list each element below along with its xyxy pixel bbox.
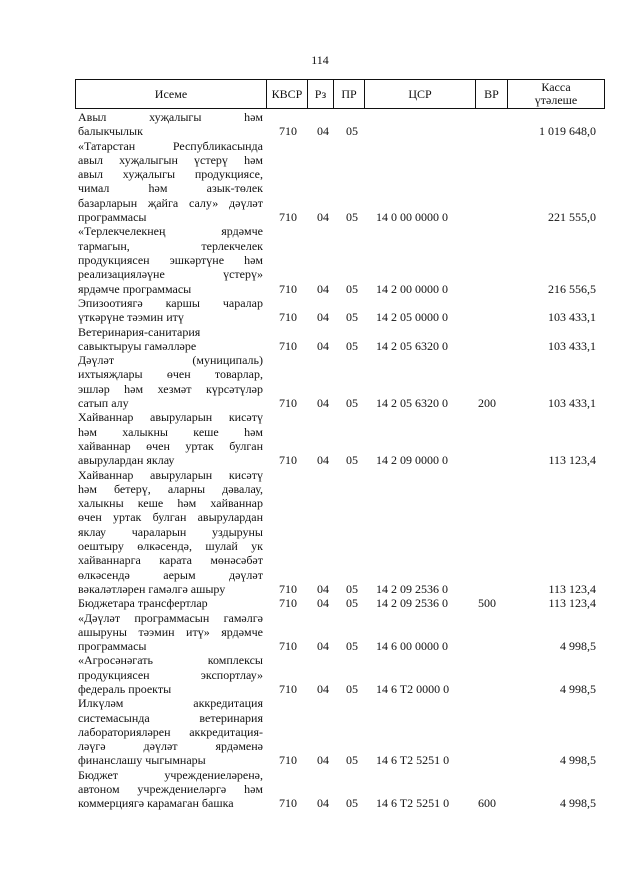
row-sum: 113 123,4 — [548, 581, 596, 596]
row-name — [78, 110, 263, 139]
row-name-line: Авыл хуҗалыгы һәм — [78, 110, 263, 124]
table-row — [0, 596, 640, 610]
row-sum: 113 123,4 — [548, 596, 596, 611]
row-csr: 14 2 09 2536 0 — [376, 581, 448, 596]
row-name-line: ләүгә дәүләт ярдәменә — [78, 739, 263, 754]
row-name-line: хайваннарга карата мөнәсәбәт — [78, 553, 263, 568]
row-sum: 1 019 648,0 — [539, 124, 596, 139]
row-rz: 04 — [317, 796, 329, 811]
row-name-line: системасында ветеринария — [78, 710, 263, 725]
row-name-line: «Терлекчелекнең ярдәмче — [78, 224, 263, 239]
row-csr: 14 2 05 6320 0 — [376, 395, 448, 410]
row-csr: 14 2 05 0000 0 — [376, 310, 448, 325]
row-name-line: чимал һәм азык-төлек — [78, 181, 263, 196]
row-kvsr: 710 — [279, 639, 297, 654]
row-name — [78, 611, 263, 654]
row-name-line: реализацияләүне үстерү» — [78, 267, 263, 282]
row-sum: 4 998,5 — [560, 796, 596, 811]
row-sum: 4 998,5 — [560, 681, 596, 696]
row-name-line: оештыру өлкәсендә, шулай ук — [78, 538, 263, 553]
header-kvsr: КВСР — [266, 80, 307, 108]
row-name-line: авыл хуҗалыгы продукциясе, — [78, 167, 263, 182]
row-pr: 05 — [346, 210, 358, 225]
row-sum: 103 433,1 — [548, 395, 596, 410]
row-pr: 05 — [346, 596, 358, 611]
row-name-line: продукциясен эшкәртүне һәм — [78, 252, 263, 267]
row-name-line: программасы — [78, 639, 147, 654]
table-row — [0, 325, 640, 354]
row-name — [78, 653, 263, 696]
row-sum: 103 433,1 — [548, 338, 596, 353]
row-pr: 05 — [346, 281, 358, 296]
row-name-line: хайваннар өчен уртак булган — [78, 438, 263, 453]
row-kvsr: 710 — [279, 581, 297, 596]
row-csr: 14 6 T2 5251 0 — [376, 796, 450, 811]
row-name-line: балыкчылык — [78, 124, 143, 139]
row-name-line: савыктыруы гамәлләре — [78, 338, 197, 353]
row-sum: 216 556,5 — [548, 281, 596, 296]
row-name-line: яклау чараларын уздыруны — [78, 524, 263, 539]
header-sum-line1: Касса — [541, 80, 571, 94]
row-csr: 14 2 09 2536 0 — [376, 596, 448, 611]
row-csr: 14 6 T2 5251 0 — [376, 753, 450, 768]
row-csr: 14 6 00 0000 0 — [376, 639, 448, 654]
header-pr: ПР — [333, 80, 364, 108]
row-vr: 200 — [478, 395, 496, 410]
row-rz: 04 — [317, 453, 329, 468]
row-name-line: ярдәмче программасы — [78, 281, 192, 296]
row-kvsr: 710 — [279, 281, 297, 296]
row-vr: 600 — [478, 796, 496, 811]
row-csr: 14 2 05 6320 0 — [376, 338, 448, 353]
row-kvsr: 710 — [279, 796, 297, 811]
row-sum: 221 555,0 — [548, 210, 596, 225]
row-pr: 05 — [346, 395, 358, 410]
row-name-line: «Агросәнәгать комплексы — [78, 653, 263, 668]
row-pr: 05 — [346, 338, 358, 353]
row-kvsr: 710 — [279, 210, 297, 225]
row-name — [78, 468, 263, 597]
row-name-line: Хайваннар авыруларын кисәтү — [78, 410, 263, 425]
header-rz: Рз — [307, 80, 333, 108]
row-name — [78, 224, 263, 295]
row-name-line: базарларын җайга салу» дәүләт — [78, 195, 263, 210]
row-name — [78, 296, 263, 325]
row-name-line: федераль проекты — [78, 681, 172, 696]
row-name — [78, 353, 263, 410]
row-pr: 05 — [346, 681, 358, 696]
row-name-line: халыкны кеше һәм хайваннар — [78, 496, 263, 511]
table-row — [0, 653, 640, 696]
row-vr: 500 — [478, 596, 496, 611]
row-kvsr: 710 — [279, 310, 297, 325]
row-name-line: вәкаләтләрен гамәлгә ашыру — [78, 581, 226, 596]
table-row — [0, 296, 640, 325]
row-name-line: ашыруны тәэмин итү» ярдәмче — [78, 624, 263, 639]
row-name-line: Дәүләт (муниципаль) — [78, 353, 263, 368]
row-rz: 04 — [317, 581, 329, 596]
header-csr: ЦСР — [364, 80, 475, 108]
row-csr: 14 2 00 0000 0 — [376, 281, 448, 296]
row-rz: 04 — [317, 281, 329, 296]
table-row — [0, 611, 640, 654]
header-name: Исеме — [154, 86, 188, 101]
table-row — [0, 224, 640, 296]
row-name — [78, 696, 263, 767]
header-sum — [507, 80, 604, 108]
table-row — [0, 353, 640, 410]
row-pr: 05 — [346, 453, 358, 468]
row-name — [78, 325, 263, 354]
page-number: 114 — [311, 53, 329, 67]
row-sum: 113 123,4 — [548, 453, 596, 468]
row-csr: 14 6 T2 0000 0 — [376, 681, 450, 696]
row-kvsr: 710 — [279, 753, 297, 768]
table-header — [75, 79, 605, 109]
row-name-line: автоном учреждениеләргә һәм — [78, 782, 263, 797]
row-name-line: Илкүләм аккредитация — [78, 696, 263, 711]
row-name-line: «Дәүләт программасын гамәлгә — [78, 610, 263, 625]
row-sum: 4 998,5 — [560, 639, 596, 654]
row-rz: 04 — [317, 596, 329, 611]
row-name-line: Бюджетара трансфертлар — [78, 596, 208, 611]
row-name-line: лабораторияләрен аккредитация- — [78, 724, 263, 739]
row-name-line: эшләр һәм хезмәт күрсәтүләр — [78, 381, 263, 396]
row-name-line: продукциясен экспортлау» — [78, 667, 263, 682]
row-name-line: ихтыяҗлары өчен товарлар, — [78, 367, 263, 382]
row-kvsr: 710 — [279, 338, 297, 353]
row-name — [78, 768, 263, 811]
row-kvsr: 710 — [279, 681, 297, 696]
row-name-line: «Татарстан Республикасында — [78, 138, 263, 153]
row-name — [78, 596, 263, 610]
row-rz: 04 — [317, 639, 329, 654]
row-kvsr: 710 — [279, 395, 297, 410]
header-sum-line2: үтәлеше — [534, 93, 578, 107]
row-pr: 05 — [346, 581, 358, 596]
header-vr: ВР — [475, 80, 507, 108]
row-pr: 05 — [346, 753, 358, 768]
row-name-line: сатып алу — [78, 395, 129, 410]
table-row — [0, 768, 640, 811]
row-csr: 14 0 00 0000 0 — [376, 210, 448, 225]
row-rz: 04 — [317, 310, 329, 325]
row-sum: 103 433,1 — [548, 310, 596, 325]
row-name-line: Бюджет учреждениеләренә, — [78, 767, 263, 782]
row-kvsr: 710 — [279, 124, 297, 139]
row-name-line: авыл хуҗалыгын үстерү һәм — [78, 152, 263, 167]
row-name-line: һәм бетерү, аларны дәвалау, — [78, 481, 263, 496]
table-row — [0, 110, 640, 139]
row-name-line: өлкәсендә аерым дәүләт — [78, 567, 263, 582]
row-rz: 04 — [317, 210, 329, 225]
row-rz: 04 — [317, 753, 329, 768]
row-name-line: тармагын, терлекчелек — [78, 238, 263, 253]
row-pr: 05 — [346, 310, 358, 325]
row-name-line: үткәрүне тәэмин итү — [78, 310, 184, 325]
row-csr: 14 2 09 0000 0 — [376, 453, 448, 468]
row-name-line: һәм халыкны кеше һәм — [78, 424, 263, 439]
row-name-line: Хайваннар авыруларын кисәтү — [78, 467, 263, 482]
row-name-line: авырулардан яклау — [78, 453, 175, 468]
row-sum: 4 998,5 — [560, 753, 596, 768]
row-pr: 05 — [346, 639, 358, 654]
table-row — [0, 139, 640, 225]
row-pr: 05 — [346, 796, 358, 811]
table-row — [0, 696, 640, 768]
row-kvsr: 710 — [279, 596, 297, 611]
row-name-line: Эпизоотиягә каршы чаралар — [78, 295, 263, 310]
row-rz: 04 — [317, 395, 329, 410]
row-name-line: коммерциягә карамаган башка — [78, 796, 234, 811]
row-name-line: өчен уртак булган авырулардан — [78, 510, 263, 525]
row-rz: 04 — [317, 338, 329, 353]
row-name — [78, 139, 263, 225]
table-row — [0, 468, 640, 597]
row-name-line: Ветеринария-санитария — [78, 324, 201, 339]
row-kvsr: 710 — [279, 453, 297, 468]
row-name-line: финанслашу чыгымнары — [78, 753, 206, 768]
table-row — [0, 410, 640, 467]
row-pr: 05 — [346, 124, 358, 139]
row-rz: 04 — [317, 681, 329, 696]
row-rz: 04 — [317, 124, 329, 139]
row-name-line: программасы — [78, 210, 147, 225]
row-name — [78, 410, 263, 467]
